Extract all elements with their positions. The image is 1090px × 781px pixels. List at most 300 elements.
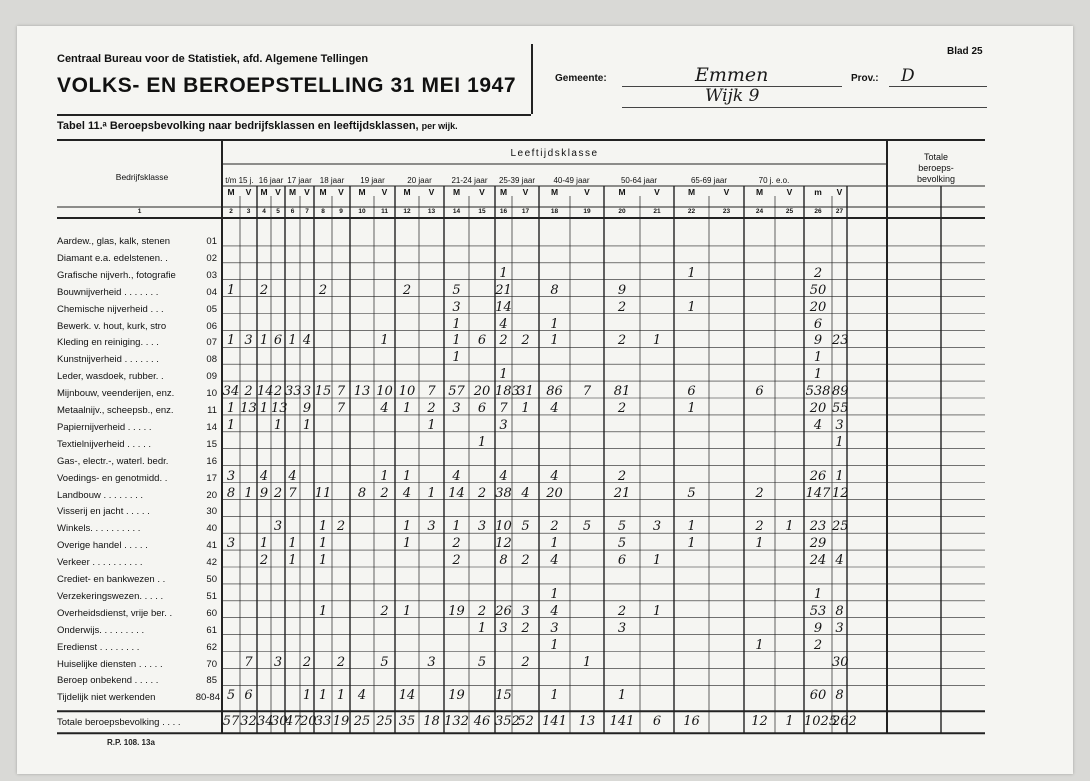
row-code: 11	[207, 405, 217, 416]
row-label: Papiernijverheid . . . . .	[57, 421, 152, 433]
handwritten-value: 1	[652, 553, 662, 569]
total-value: 25	[376, 714, 393, 730]
handwritten-value: 1	[652, 333, 662, 349]
handwritten-value: 538	[805, 384, 831, 400]
handwritten-value: 3	[499, 417, 508, 433]
handwritten-value: 5	[452, 282, 461, 298]
handwritten-value: 57	[448, 384, 465, 400]
handwritten-value: 4	[550, 603, 559, 619]
row-label: Textielnijverheid . . . . .	[57, 438, 151, 450]
handwritten-value: 3	[835, 620, 844, 636]
total-value: 16	[683, 714, 700, 730]
handwritten-value: 1	[427, 417, 436, 433]
handwritten-value: 25	[832, 519, 849, 535]
age-group-header: 65-69 jaar	[690, 176, 728, 185]
handwritten-value: 1	[550, 536, 559, 552]
handwritten-value: 2	[617, 468, 627, 484]
table-title-main: Tabel 11.ᵃ Beroepsbevolking naar bedrijfsklassen en leeftijdsklassen,	[57, 120, 419, 132]
column-number: 11	[381, 208, 388, 215]
age-group-header: 50-64 jaar	[620, 176, 658, 185]
row-code: 06	[206, 320, 217, 332]
total-value: 52	[517, 714, 534, 730]
gemeente-value: Emmen	[695, 64, 769, 86]
handwritten-value: 1	[550, 586, 559, 602]
column-number: 8	[321, 208, 325, 215]
sex-label: M	[260, 187, 268, 197]
handwritten-value: 5	[226, 688, 236, 704]
handwritten-value: 1	[402, 468, 412, 484]
handwritten-value: 183	[495, 384, 520, 400]
handwritten-value: 31	[517, 384, 534, 400]
handwritten-value: 60	[809, 688, 827, 704]
handwritten-value: 3	[652, 519, 662, 535]
age-group-header: 40-49 jaar	[553, 176, 590, 185]
handwritten-value: 4	[302, 333, 312, 349]
column-number: 6	[290, 208, 295, 215]
handwritten-value: 20	[809, 401, 827, 416]
form-title: VOLKS- EN BEROEPSTELLING 31 MEI 1947	[57, 74, 517, 97]
row-label: Grafische nijverh., fotografie	[57, 269, 176, 281]
handwritten-value: 6	[477, 333, 487, 349]
handwritten-value: 1	[755, 637, 764, 653]
column-number: 9	[339, 208, 343, 215]
handwritten-value: 13	[271, 401, 288, 416]
handwritten-value: 1	[318, 603, 328, 619]
handwritten-value: 1	[452, 350, 461, 366]
handwritten-value: 1	[288, 333, 297, 349]
handwritten-value: 2	[521, 620, 530, 636]
sex-label: M	[319, 187, 327, 197]
age-group-header: 70 j. e.o.	[758, 176, 790, 185]
handwritten-value: 4	[259, 468, 269, 484]
row-label: Diamant e.a. edelstenen. .	[57, 252, 168, 264]
total-value: 30	[271, 714, 288, 730]
total-value: 33	[314, 714, 332, 730]
age-group-header: 16 jaar	[258, 176, 284, 185]
total-value: 18	[423, 714, 440, 730]
handwritten-value: 2	[755, 519, 764, 535]
handwritten-value: 1	[550, 637, 559, 653]
handwritten-value: 3	[550, 620, 559, 636]
row-label: Eredienst . . . . . . . .	[57, 641, 140, 653]
total-value: 262	[832, 714, 857, 730]
handwritten-value: 7	[499, 401, 508, 416]
row-label: Verzekeringswezen. . . . .	[57, 590, 164, 602]
handwritten-value: 1	[259, 401, 269, 416]
handwritten-value: 10	[495, 519, 512, 535]
handwritten-value: 1	[318, 536, 328, 552]
handwritten-value: 2	[813, 637, 823, 653]
handwritten-value: 1	[402, 519, 412, 535]
total-value: 12	[751, 714, 768, 730]
handwritten-value: 2	[427, 401, 436, 416]
handwritten-value: 1	[259, 536, 269, 552]
handwritten-value: 1	[402, 603, 412, 619]
handwritten-value: 2	[336, 654, 346, 670]
handwritten-value: 81	[613, 384, 631, 400]
handwritten-value: 4	[835, 553, 844, 569]
row-label: Overige handel . . . . .	[57, 540, 148, 552]
column-number: 13	[427, 208, 436, 215]
sex-label: V	[479, 187, 485, 197]
row-label: Verkeer . . . . . . . . . .	[57, 557, 143, 569]
handwritten-value: 4	[550, 468, 559, 484]
table-grid	[17, 26, 1073, 774]
column-number: 26	[814, 208, 822, 215]
column-number: 23	[722, 208, 731, 215]
handwritten-value: 3	[226, 468, 236, 484]
row-label: Tijdelijk niet werkenden	[57, 692, 156, 704]
handwritten-value: 1	[452, 519, 461, 535]
handwritten-value: 8	[357, 485, 367, 501]
handwritten-value: 2	[813, 265, 823, 281]
handwritten-value: 1	[813, 586, 823, 602]
sex-label: M	[550, 187, 559, 197]
sex-label: V	[522, 187, 529, 197]
handwritten-value: 1	[521, 401, 530, 416]
handwritten-value: 6	[813, 316, 823, 332]
handwritten-value: 5	[477, 654, 487, 670]
handwritten-value: 86	[546, 384, 563, 400]
row-code: 60	[206, 607, 217, 619]
handwritten-value: 3	[835, 417, 844, 433]
handwritten-value: 6	[273, 333, 283, 349]
sex-label: V	[245, 187, 252, 197]
handwritten-value: 12	[832, 485, 849, 501]
handwritten-value: 9	[259, 485, 269, 501]
handwritten-value: 1	[687, 265, 696, 281]
handwritten-value: 29	[809, 536, 827, 552]
handwritten-value: 1	[550, 688, 559, 704]
handwritten-value: 5	[617, 519, 627, 535]
handwritten-value: 2	[273, 485, 283, 501]
wijk-value: Wijk 9	[705, 86, 760, 106]
handwritten-value: 2	[259, 553, 269, 569]
row-code: 61	[206, 624, 217, 636]
handwritten-value: 3	[273, 654, 283, 670]
handwritten-value: 3	[617, 620, 627, 636]
row-label: Onderwijs. . . . . . . . .	[57, 624, 145, 636]
handwritten-value: 2	[318, 282, 328, 298]
row-label: Huiselijke diensten . . . . .	[57, 658, 163, 670]
handwritten-value: 15	[495, 688, 512, 704]
province-label: Prov.:	[851, 73, 879, 84]
total-value: 141	[542, 714, 567, 730]
column-number: 18	[550, 208, 559, 215]
handwritten-value: 34	[222, 384, 240, 400]
handwritten-value: 1	[318, 519, 328, 535]
row-code: 42	[206, 557, 217, 569]
handwritten-value: 2	[617, 333, 627, 349]
row-label: Bewerk. v. hout, kurk, stro	[57, 320, 167, 332]
age-group-header: 20 jaar	[407, 176, 432, 185]
handwritten-value: 1	[813, 350, 823, 366]
sex-label: V	[428, 187, 435, 197]
sex-label: V	[786, 187, 793, 197]
row-code: 85	[206, 675, 217, 687]
handwritten-value: 1	[288, 553, 297, 569]
handwritten-value: 5	[617, 536, 627, 552]
handwritten-value: 9	[617, 282, 627, 298]
row-code: 50	[206, 574, 217, 585]
handwritten-value: 1	[755, 536, 764, 552]
row-label: Visserij en jacht . . . . .	[57, 506, 150, 518]
handwritten-value: 4	[452, 468, 461, 484]
row-label: Kunstnijverheid . . . . . . .	[57, 354, 159, 366]
sheet-number: Blad 25	[947, 46, 983, 57]
handwritten-value: 9	[813, 333, 823, 349]
census-form-sheet	[17, 26, 1073, 774]
handwritten-value: 14	[448, 485, 465, 501]
handwritten-value: 1	[244, 485, 253, 501]
handwritten-value: 4	[499, 468, 508, 484]
totale-header-line: Totale	[923, 152, 949, 162]
row-code: 03	[206, 269, 217, 281]
handwritten-value: 19	[448, 603, 465, 619]
total-value: 47	[285, 714, 302, 730]
sex-label: M	[358, 187, 366, 197]
total-value: 1	[785, 714, 794, 730]
handwritten-value: 1	[427, 485, 436, 501]
row-label: Voedings- en genotmidd. .	[57, 472, 168, 484]
handwritten-value: 1	[452, 333, 461, 349]
handwritten-value: 1	[785, 519, 794, 535]
column-number: 1	[137, 208, 142, 215]
handwritten-value: 38	[495, 485, 512, 501]
leeftijdsklasse-header: Leeftijdsklasse	[510, 148, 599, 159]
row-label: Crediet- en bankwezen . .	[57, 574, 166, 585]
handwritten-value: 1	[380, 333, 389, 349]
handwritten-value: 2	[259, 282, 269, 298]
row-code: 04	[206, 286, 217, 298]
handwritten-value: 23	[809, 519, 827, 535]
handwritten-value: 20	[473, 384, 491, 400]
row-code: 05	[206, 303, 217, 315]
row-label: Winkels. . . . . . . . . .	[57, 523, 141, 535]
handwritten-value: 2	[477, 603, 487, 619]
row-code: 20	[206, 489, 217, 501]
handwritten-value: 89	[832, 384, 849, 400]
column-number: 10	[358, 208, 366, 215]
handwritten-value: 4	[550, 553, 559, 569]
handwritten-value: 3	[477, 519, 487, 535]
column-number: 15	[478, 208, 486, 215]
row-code: 51	[206, 590, 217, 602]
column-number: 16	[499, 208, 508, 215]
handwritten-value: 1	[687, 519, 696, 535]
row-label: Mijnbouw, veenderijen, enz.	[57, 388, 175, 400]
row-code: 30	[206, 506, 217, 518]
handwritten-value: 53	[809, 603, 827, 619]
handwritten-value: 3	[499, 620, 508, 636]
handwritten-value: 7	[427, 384, 436, 400]
sex-label: m	[814, 187, 822, 197]
handwritten-value: 1	[226, 417, 236, 433]
handwritten-value: 1	[259, 333, 269, 349]
handwritten-value: 6	[477, 401, 487, 416]
handwritten-value: 2	[380, 603, 389, 619]
handwritten-value: 7	[336, 401, 346, 416]
handwritten-value: 1	[336, 688, 346, 704]
total-value: 141	[609, 714, 635, 730]
handwritten-value: 1	[302, 688, 312, 704]
age-group-header: 25-39 jaar	[498, 176, 536, 185]
handwritten-value: 5	[582, 519, 592, 535]
column-number: 5	[276, 208, 280, 215]
handwritten-value: 26	[809, 468, 827, 484]
sex-label: M	[403, 187, 411, 197]
handwritten-value: 2	[617, 603, 627, 619]
handwritten-value: 1	[687, 299, 696, 315]
handwritten-value: 1	[302, 417, 312, 433]
column-number: 4	[262, 208, 266, 215]
row-code: 02	[206, 252, 217, 264]
handwritten-value: 2	[452, 536, 461, 552]
handwritten-value: 3	[302, 384, 312, 400]
handwritten-value: 4	[521, 485, 530, 501]
handwritten-value: 2	[617, 299, 627, 315]
handwritten-value: 1	[652, 603, 662, 619]
table-title-suffix: per wijk.	[421, 121, 458, 131]
handwritten-value: 4	[380, 401, 389, 416]
handwritten-value: 1	[452, 316, 461, 332]
total-value: 1025	[804, 714, 838, 730]
handwritten-value: 1	[550, 333, 559, 349]
handwritten-value: 20	[809, 299, 827, 315]
handwritten-value: 26	[495, 603, 512, 619]
row-label: Gas-, electr.-, waterl. bedr.	[57, 455, 169, 467]
handwritten-value: 30	[832, 654, 849, 670]
column-number: 12	[403, 208, 411, 215]
handwritten-value: 9	[302, 401, 312, 416]
handwritten-value: 2	[273, 384, 283, 400]
handwritten-value: 23	[832, 333, 849, 349]
handwritten-value: 8	[835, 603, 844, 619]
handwritten-value: 14	[257, 384, 274, 400]
handwritten-value: 7	[244, 654, 253, 670]
handwritten-value: 2	[452, 553, 461, 569]
age-group-header: 17 jaar	[287, 176, 312, 185]
sex-label: M	[687, 187, 696, 197]
column-number: 21	[653, 208, 661, 215]
sex-label: V	[304, 187, 310, 197]
sex-label: M	[755, 187, 764, 197]
handwritten-value: 1	[687, 536, 696, 552]
handwritten-value: 1	[813, 367, 823, 383]
handwritten-value: 10	[376, 384, 393, 400]
row-code: 40	[206, 523, 217, 535]
row-code: 09	[206, 371, 217, 383]
handwritten-value: 1	[318, 688, 328, 704]
handwritten-value: 1	[477, 434, 487, 450]
handwritten-value: 4	[402, 485, 412, 501]
sex-label: V	[654, 187, 660, 197]
handwritten-value: 13	[240, 401, 257, 416]
total-value: 132	[444, 714, 469, 730]
column-number: 7	[305, 208, 309, 215]
handwritten-value: 3	[521, 603, 530, 619]
handwritten-value: 2	[302, 654, 312, 670]
column-number: 25	[785, 208, 794, 215]
age-group-header: 21-24 jaar	[451, 176, 488, 185]
handwritten-value: 2	[521, 333, 530, 349]
row-code: 17	[206, 472, 217, 484]
row-code: 14	[206, 421, 217, 433]
handwritten-value: 1	[380, 468, 389, 484]
total-value: 20	[300, 714, 317, 730]
province-value: D	[901, 66, 915, 86]
handwritten-value: 1	[582, 654, 592, 670]
handwritten-value: 2	[550, 519, 559, 535]
column-number: 2	[229, 208, 233, 215]
form-code: R.P. 108. 13a	[107, 738, 155, 747]
row-label: Landbouw . . . . . . . .	[57, 489, 144, 501]
handwritten-value: 1	[477, 620, 487, 636]
handwritten-value: 19	[448, 688, 465, 704]
row-code: 15	[206, 438, 217, 450]
handwritten-value: 8	[499, 553, 508, 569]
sex-label: V	[381, 187, 388, 197]
handwritten-value: 8	[550, 282, 559, 298]
total-value: 19	[332, 714, 350, 730]
row-label: Overheidsdienst, vrije ber. .	[57, 607, 173, 619]
sex-label: V	[275, 187, 281, 197]
handwritten-value: 2	[755, 485, 764, 501]
total-value: 6	[652, 714, 662, 730]
total-value: 13	[578, 714, 596, 730]
handwritten-value: 21	[495, 282, 512, 298]
handwritten-value: 2	[380, 485, 389, 501]
handwritten-value: 4	[288, 468, 297, 484]
handwritten-value: 21	[613, 485, 631, 501]
sex-label: V	[836, 187, 843, 197]
row-label: Kleding en reiniging. . . .	[57, 337, 159, 349]
column-number: 14	[452, 208, 461, 215]
handwritten-value: 11	[314, 485, 332, 501]
row-code: 16	[206, 455, 217, 467]
handwritten-value: 5	[687, 485, 696, 501]
handwritten-value: 14	[398, 688, 416, 704]
handwritten-value: 2	[402, 282, 412, 298]
row-code: 80-84	[195, 692, 220, 704]
row-label: Bouwnijverheid . . . . . . .	[57, 286, 159, 298]
handwritten-value: 50	[809, 282, 827, 298]
handwritten-value: 5	[380, 654, 389, 670]
sex-label: V	[338, 187, 344, 197]
handwritten-value: 15	[314, 384, 332, 400]
handwritten-value: 4	[813, 417, 823, 433]
handwritten-value: 2	[617, 401, 627, 416]
handwritten-value: 9	[813, 620, 823, 636]
handwritten-value: 3	[452, 299, 461, 315]
row-label: Leder, wasdoek, rubber. .	[57, 371, 164, 383]
handwritten-value: 6	[617, 553, 627, 569]
handwritten-value: 7	[288, 485, 297, 501]
handwritten-value: 2	[499, 333, 508, 349]
column-number: 24	[755, 208, 764, 215]
sex-label: V	[584, 187, 590, 197]
handwritten-value: 5	[521, 519, 530, 535]
sex-label: M	[452, 187, 461, 197]
totale-header-line: beroeps-	[918, 163, 954, 173]
handwritten-value: 2	[521, 654, 530, 670]
column-number: 17	[521, 208, 530, 215]
sex-label: M	[288, 187, 297, 197]
total-value: 25	[353, 714, 371, 730]
handwritten-value: 2	[521, 553, 530, 569]
handwritten-value: 1	[402, 401, 412, 416]
handwritten-value: 12	[495, 536, 512, 552]
